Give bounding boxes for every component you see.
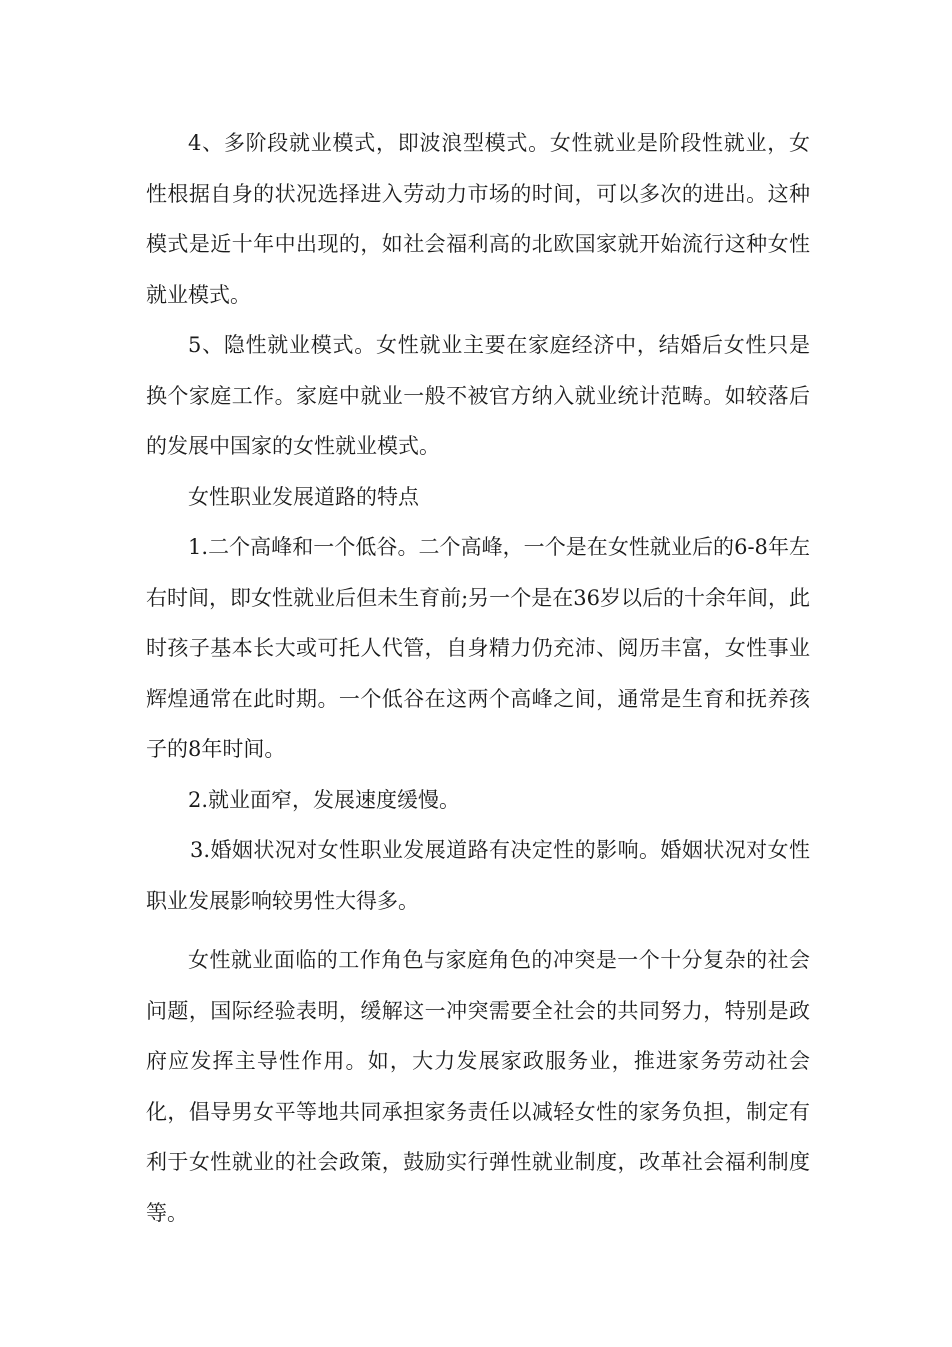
document-body bbox=[146, 118, 810, 1238]
paragraph-multi-stage-mode: 4、多阶段就业模式，即波浪型模式。女性就业是阶段性就业，女性根据自身的状况选择进入劳动力市场的时间，可以多次的进出。这种模式是近十年中出现的，如社会福利高的北欧国家就开始流行这种女性就业模式。 bbox=[146, 131, 810, 307]
paragraph-marriage-influence: 3.婚姻状况对女性职业发展道路有决定性的影响。婚姻状况对女性职业发展影响较男性大得多。 bbox=[146, 838, 810, 913]
paragraph-narrow-employment: 2.就业面窄，发展速度缓慢。 bbox=[188, 787, 461, 812]
paragraph-two-peaks-one-valley: 1.二个高峰和一个低谷。二个高峰，一个是在女性就业后的6-8年左右时间，即女性就业后但未生育前;另一个是在36岁以后的十余年间，此时孩子基本长大或可托人代管，自身精力仍充沛、阅历丰富，女性事业辉煌通常在此时期。一个低谷在这两个高峰之间，通常是生育和抚养孩子的8年时间。 bbox=[146, 535, 810, 761]
section-heading-career-path: 女性职业发展道路的特点 bbox=[188, 484, 419, 509]
paragraph-role-conflict: 女性就业面临的工作角色与家庭角色的冲突是一个十分复杂的社会问题，国际经验表明，缓解这一冲突需要全社会的共同努力，特别是政府应发挥主导性作用。如，大力发展家政服务业，推进家务劳动社会化，倡导男女平等地共同承担家务责任以减轻女性的家务负担，制定有利于女性就业的社会政策，鼓励实行弹性就业制度，改革社会福利制度等。 bbox=[146, 948, 810, 1225]
paragraph-hidden-mode: 5、隐性就业模式。女性就业主要在家庭经济中，结婚后女性只是换个家庭工作。家庭中就业一般不被官方纳入就业统计范畴。如较落后的发展中国家的女性就业模式。 bbox=[146, 333, 810, 458]
